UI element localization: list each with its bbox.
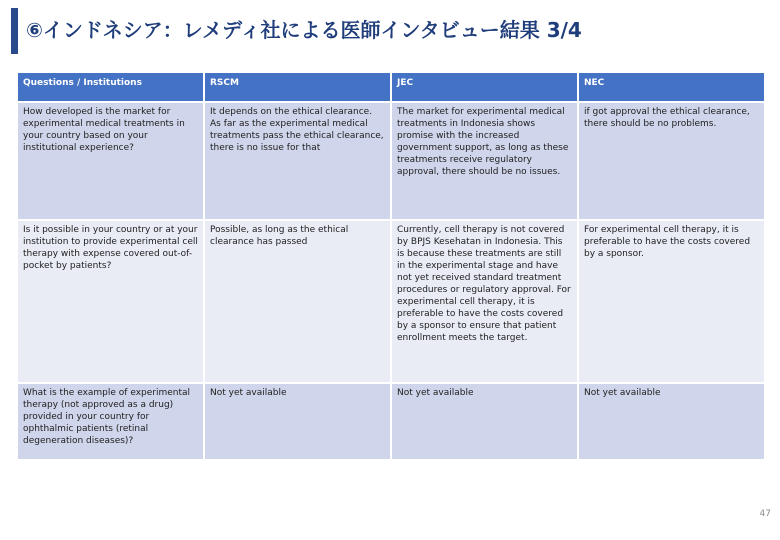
question-cell: How developed is the market for experimental medical treatments in your country based on your institutional experience? — [17, 102, 204, 220]
table-row — [17, 383, 765, 460]
header-jec: JEC — [391, 72, 578, 102]
jec-answer-cell: The market for experimental medical treatments in Indonesia shows promise with the increased government support, as long as these treatments receive regulatory approval, there should be no issues. — [391, 102, 578, 220]
rscm-answer-cell: Not yet available — [204, 383, 391, 460]
header-rscm: RSCM — [204, 72, 391, 102]
nec-answer-cell: For experimental cell therapy, it is preferable to have the costs covered by a sponsor. — [578, 220, 765, 383]
table-row — [17, 220, 765, 383]
rscm-answer-cell: It depends on the ethical clearance. As far as the experimental medical treatments pass the ethical clearance, there is no issue for that — [204, 102, 391, 220]
jec-answer-cell: Not yet available — [391, 383, 578, 460]
title-accent-bar — [11, 8, 18, 54]
jec-answer-cell: Currently, cell therapy is not covered by BPJS Kesehatan in Indonesia. This is because these treatments are still in the experimental stage and have not yet received standard treatment procedures or regulatory approval. For experimental cell therapy, it is preferable to have the costs covered by a sponsor to ensure that patient enrollment meets the target. — [391, 220, 578, 383]
page-title: ⑥インドネシア：レメディ社による医師インタビュー結果 3/4 — [26, 18, 582, 42]
page-number: 47 — [759, 509, 771, 519]
header-nec: NEC — [578, 72, 765, 102]
question-cell: What is the example of experimental therapy (not approved as a drug) provided in your country for ophthalmic patients (retinal degeneration diseases)? — [17, 383, 204, 460]
interview-results-table — [16, 71, 766, 461]
question-cell: Is it possible in your country or at your institution to provide experimental cell therapy with expense covered out-of-pocket by patients? — [17, 220, 204, 383]
header-questions: Questions / Institutions — [17, 72, 204, 102]
nec-answer-cell: if got approval the ethical clearance, there should be no problems. — [578, 102, 765, 220]
table-header-row — [17, 72, 765, 102]
rscm-answer-cell: Possible, as long as the ethical clearance has passed — [204, 220, 391, 383]
nec-answer-cell: Not yet available — [578, 383, 765, 460]
table-row — [17, 102, 765, 220]
